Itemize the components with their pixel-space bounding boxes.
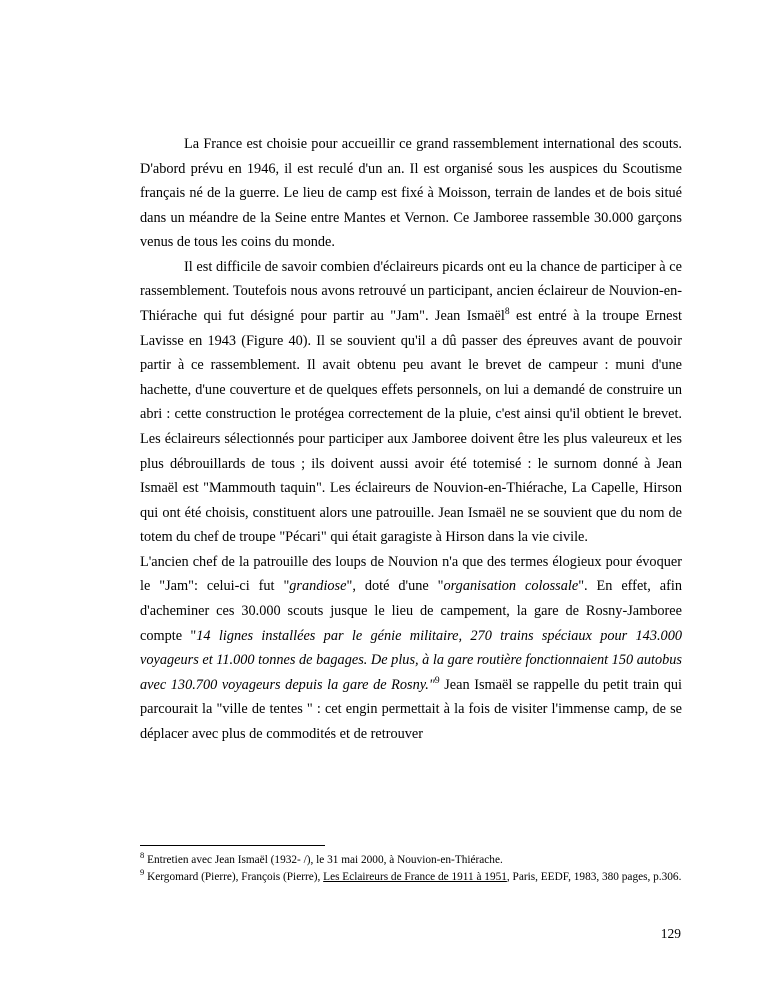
- paragraph: [140, 550, 682, 747]
- paragraph: [140, 132, 682, 255]
- text-run: Jean Ismaël se rappelle du petit train qui parcourait la "ville de tentes " : cet engin permettait à la fois de visiter l'immense camp, de se déplacer avec plus de commodités et de retrouver: [140, 676, 682, 742]
- quoted-text: organisation colossale: [443, 578, 579, 595]
- text-run: ". En effet, afin d'acheminer ces 30.000 scouts jusque le lieu de campement, la gare de Rosny-Jamboree compte ": [140, 578, 682, 644]
- text-run: Kergomard (Pierre), François (Pierre),: [147, 870, 324, 883]
- footnote-separator: [140, 845, 325, 846]
- footnote: [140, 852, 682, 869]
- quoted-text: 14 lignes installées par le génie militaire, 270 trains spéciaux pour 143.000 voyageurs et 11.000 tonnes de bagages. De plus, à la gare routière fonctionnaient 150 autobus avec 130.700 voyageurs depuis la gare de Rosny.": [140, 627, 682, 693]
- page-number: 129: [660, 926, 681, 941]
- footnote-reference: 9: [434, 675, 440, 686]
- footnote-marker: 9: [140, 867, 145, 878]
- text-run: est entré à la troupe Ernest Lavisse en 1943 (Figure 40). Il se souvient qu'il a dû passer des épreuves avant de pouvoir partir à ce rassemblement. Il avait obtenu peu avant le brevet de campeur : muni d'une hachette, d'une couverture et de quelques effets personnels, on lui a demandé de construire un abri : cette construction le protégea correctement de la pluie, c'est ainsi qu'il obtient le brevet. Les éclaireurs sélectionnés pour participer aux Jamboree doivent être les plus valeureux et les plus débrouillards de tous ; ils doivent aussi avoir été totemisé : le surnom donné à Jean Ismaël est "Mammouth taquin". Les éclaireurs de Nouvion-en-Thiérache, La Capelle, Hirson qui ont été choisis, constituent alors une patrouille. Jean Ismaël ne se souvient que du nom de totem du chef de troupe "Pécari" qui était garagiste à Hirson dans la vie civile.: [140, 308, 682, 546]
- text-run: ", doté d'une ": [346, 578, 444, 595]
- footnote-marker: 8: [140, 850, 145, 861]
- text-run: Il est difficile de savoir combien d'éclaireurs picards ont eu la chance de participer à ce rassemblement. Toutefois nous avons retrouvé un participant, ancien éclaireur de Nouvion-en-Thiérache qui fut désigné pour partir au "Jam". Jean Ismaël: [140, 258, 682, 325]
- footnote-section: [140, 845, 682, 886]
- text-run: , Paris, EEDF, 1983, 380 pages, p.306.: [506, 870, 682, 883]
- quoted-text: grandiose: [289, 578, 347, 595]
- page-body: [140, 132, 682, 746]
- footnote-reference: 8: [504, 307, 510, 318]
- text-run: L'ancien chef de la patrouille des loups de Nouvion n'a que des termes élogieux pour évoquer le "Jam": celui-ci fut ": [140, 553, 682, 595]
- footnote: [140, 869, 682, 886]
- cited-title: Les Eclaireurs de France de 1911 à 1951: [323, 870, 507, 883]
- text-run: Entretien avec Jean Ismaël (1932- /), le 31 mai 2000, à Nouvion-en-Thiérache.: [147, 854, 503, 866]
- text-run: La France est choisie pour accueillir ce grand rassemblement international des scouts. D'abord prévu en 1946, il est reculé d'un an. Il est organisé sous les auspices du Scoutisme français né de la guerre. Le lieu de camp est fixé à Moisson, terrain de landes et de bois situé dans un méandre de la Seine entre Mantes et Vernon. Ce Jamboree rassemble 30.000 garçons venus de tous les coins du monde.: [140, 136, 682, 251]
- paragraph: [140, 255, 682, 550]
